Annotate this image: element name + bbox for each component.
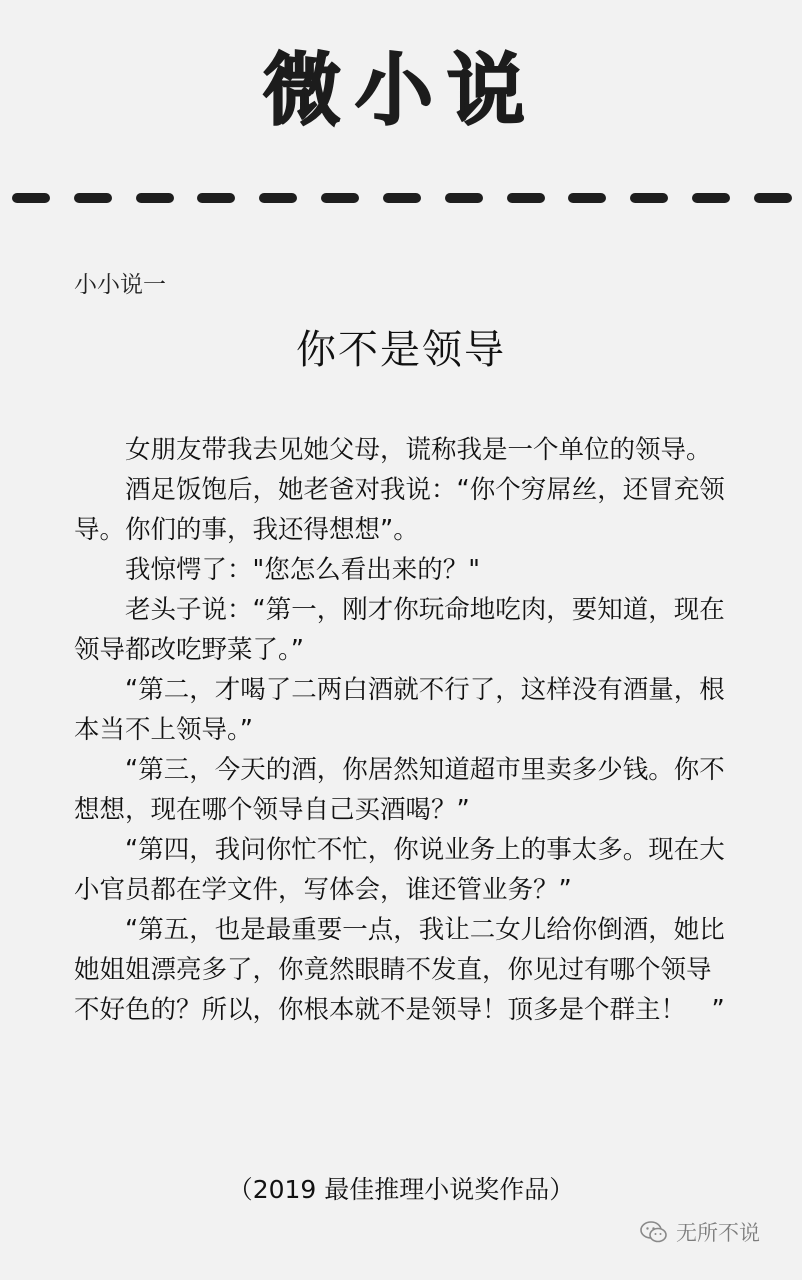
award-credit: （2019 最佳推理小说奖作品） — [227, 1175, 575, 1204]
divider-dash — [136, 193, 174, 203]
divider-dash — [692, 193, 730, 203]
story-paragraph: 老头子说：“第一，刚才你玩命地吃肉，要知道，现在领导都改吃野菜了。” — [74, 595, 725, 665]
wechat-icon — [640, 1220, 668, 1244]
watermark — [640, 1217, 760, 1247]
divider-dash — [321, 193, 359, 203]
divider-dash — [568, 193, 606, 203]
divider-dash — [507, 193, 545, 203]
story-paragraph: 我惊愕了："您怎么看出来的？" — [125, 555, 480, 585]
dashed-divider — [12, 188, 792, 208]
story-paragraph: “第五，也是最重要一点，我让二女儿给你倒酒，她比她姐姐漂亮多了，你竟然眼睛不发直，你见过有哪个领导不好色的？所以，你根本就不是领导！顶多是个群主！ ” — [74, 915, 725, 1025]
story-paragraph: 酒足饭饱后，她老爸对我说：“你个穷屌丝，还冒充领导。你们的事，我还得想想”。 — [74, 475, 725, 545]
series-label: 小小说一 — [74, 272, 166, 298]
story-title: 你不是领导 — [296, 327, 506, 373]
page-header-title: 微小说 — [262, 46, 539, 136]
story-paragraph: “第三，今天的酒，你居然知道超市里卖多少钱。你不想想，现在哪个领导自己买酒喝？” — [74, 755, 725, 825]
story-body — [74, 430, 734, 1030]
story-paragraph: “第二，才喝了二两白酒就不行了，这样没有酒量，根本当不上领导。” — [74, 675, 725, 745]
story-paragraph: “第四，我问你忙不忙，你说业务上的事太多。现在大小官员都在学文件，写体会，谁还管业务？” — [74, 835, 725, 905]
divider-dash — [383, 193, 421, 203]
divider-dash — [259, 193, 297, 203]
divider-dash — [630, 193, 668, 203]
divider-dash — [12, 193, 50, 203]
divider-dash — [197, 193, 235, 203]
divider-dash — [754, 193, 792, 203]
divider-dash — [445, 193, 483, 203]
story-paragraph: 女朋友带我去见她父母，谎称我是一个单位的领导。 — [125, 435, 712, 465]
watermark-text: 无所不说 — [676, 1221, 760, 1245]
divider-dash — [74, 193, 112, 203]
